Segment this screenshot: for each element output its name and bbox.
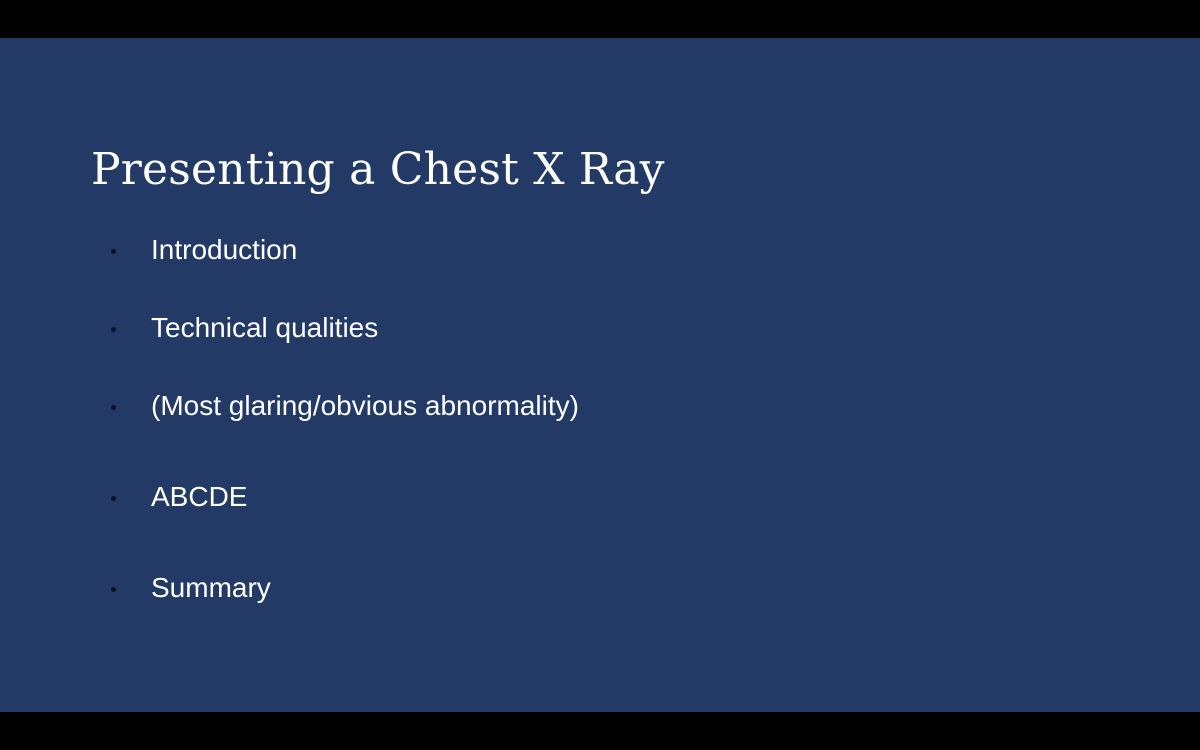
bullet-icon xyxy=(111,587,116,592)
bullet-text: (Most glaring/obvious abnormality) xyxy=(151,390,579,421)
bullet-item-obvious-abnormality xyxy=(0,386,700,426)
bullet-item-introduction xyxy=(0,230,700,270)
bullet-icon xyxy=(111,405,116,410)
presentation-slide xyxy=(0,38,1200,712)
bullet-item-summary xyxy=(0,568,700,608)
bullet-text: ABCDE xyxy=(151,481,248,512)
bullet-text: Technical qualities xyxy=(151,312,379,343)
bullet-icon xyxy=(111,496,116,501)
slide-title: Presenting a Chest X Ray xyxy=(91,144,665,195)
bullet-icon xyxy=(111,327,116,332)
bullet-item-technical-qualities xyxy=(0,308,700,348)
bullet-icon xyxy=(111,249,116,254)
bullet-text: Introduction xyxy=(151,234,298,265)
bullet-text: Summary xyxy=(151,572,271,603)
bullet-item-abcde xyxy=(0,477,700,517)
